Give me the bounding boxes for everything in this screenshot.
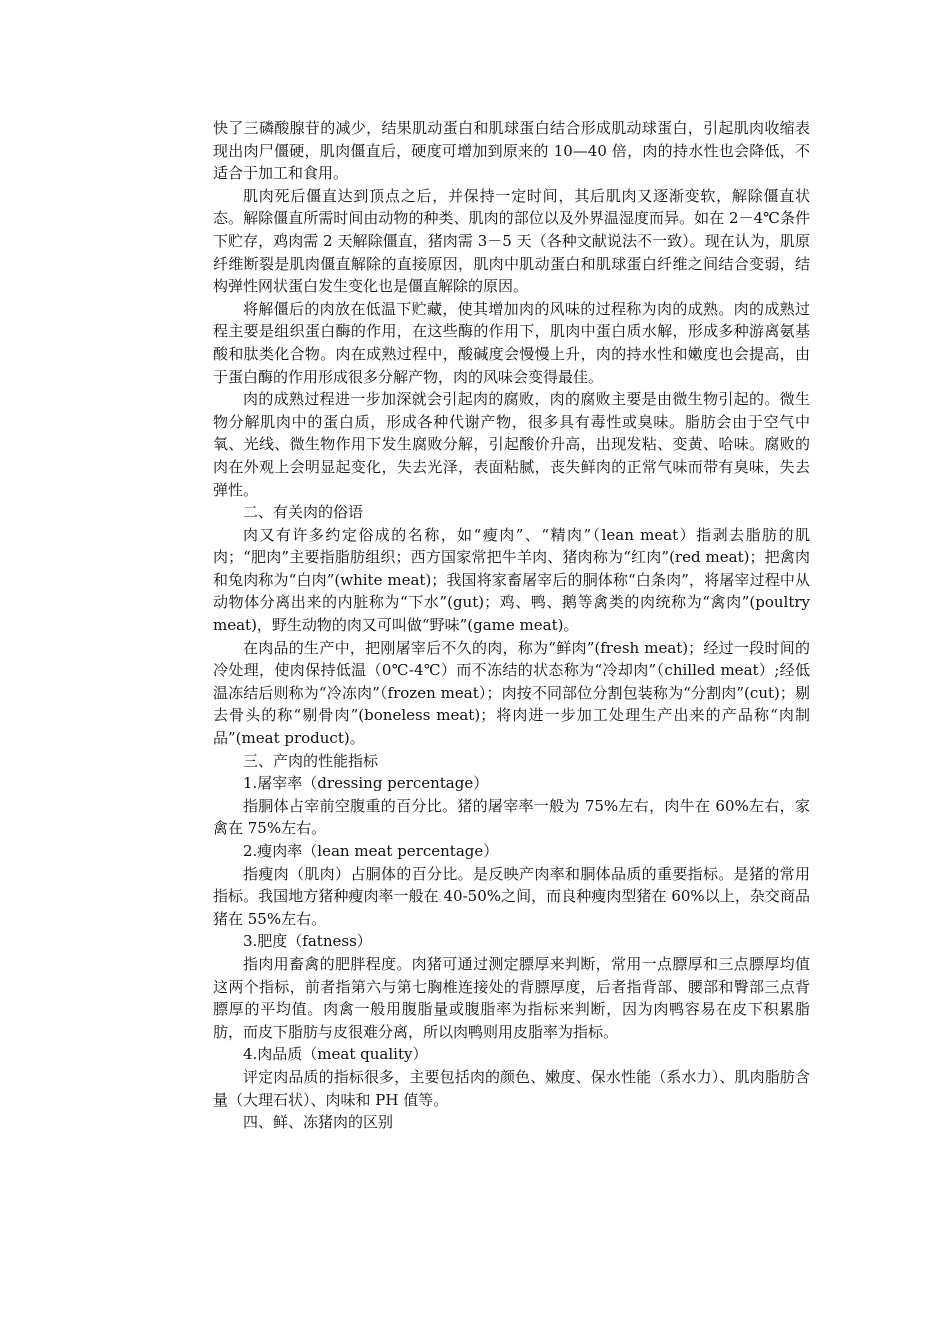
paragraph-meat-terms: 肉又有许多约定俗成的名称，如“瘦肉”、“精肉”（lean meat）指剥去脂肪的肌肉；“肥肉”主要指脂肪组织；西方国家常把牛羊肉、猪肉称为“红肉”(red meat)；把禽肉和兔肉称为“白肉”(white meat)；我国将家畜屠宰后的胴体称“白条肉”，将屠宰过程中从动物体分离出来的内脏称为“下水”(gut)；鸡、鸭、鹅等禽类的肉统称为“禽肉”(poultry meat)，野生动物的肉又可叫做“野味”(game meat)。 xyxy=(213,525,810,635)
section-heading-meat-terms: 二、有关肉的俗语 xyxy=(243,503,364,522)
paragraph-dressing-percentage: 指胴体占宰前空腹重的百分比。猪的屠宰率一般为 75%左右，肉牛在 60%左右，家禽在 75%左右。 xyxy=(213,796,810,838)
section-heading-performance-indicators: 三、产肉的性能指标 xyxy=(243,751,379,770)
paragraph-fatness: 指肉用畜禽的肥胖程度。肉猪可通过测定膘厚来判断，常用一点膘厚和三点膘厚均值这两个指标，前者指第六与第七胸椎连接处的背膘厚度，后者指背部、腰部和臀部三点背膘厚的平均值。肉禽一般用腹脂量或腹脂率为指标来判断，因为肉鸭容易在皮下积累脂肪，而皮下脂肪与皮很难分离，所以肉鸭则用皮脂率为指标。 xyxy=(213,954,810,1041)
document-page xyxy=(213,117,810,1134)
paragraph-lean-meat-percentage: 指瘦肉（肌肉）占胴体的百分比。是反映产肉率和胴体品质的重要指标。是猪的常用指标。我国地方猪种瘦肉率一般在 40-50%之间，而良种瘦肉型猪在 60%以上，杂交商品猪在 55%左右。 xyxy=(213,864,810,928)
paragraph-rigor-continuation: 快了三磷酸腺苷的减少，结果肌动蛋白和肌球蛋白结合形成肌动球蛋白，引起肌肉收缩表现出肉尸僵硬，肌肉僵直后，硬度可增加到原来的 10—40 倍，肉的持水性也会降低，不适合于加工和食用。 xyxy=(213,119,810,183)
paragraph-meat-quality: 评定肉品质的指标很多，主要包括肉的颜色、嫩度、保水性能（系水力）、肌肉脂肪含量（大理石状）、肉味和 PH 值等。 xyxy=(213,1067,810,1109)
section-heading-fresh-frozen-pork: 四、鲜、冻猪肉的区别 xyxy=(243,1113,394,1132)
subheading-lean-meat-percentage: 2.瘦肉率（lean meat percentage） xyxy=(243,842,499,860)
paragraph-meat-aging: 将解僵后的肉放在低温下贮藏，使其增加肉的风味的过程称为肉的成熟。肉的成熟过程主要是组织蛋白酶的作用，在这些酶的作用下，肌肉中蛋白质水解，形成多种游离氨基酸和肽类化合物。肉在成熟过程中，酸碱度会慢慢上升，肉的持水性和嫩度也会提高，由于蛋白酶的作用形成很多分解产物，肉的风味会变得最佳。 xyxy=(213,299,810,386)
subheading-dressing-percentage: 1.屠宰率（dressing percentage） xyxy=(243,774,489,793)
paragraph-rigor-resolution: 肌肉死后僵直达到顶点之后，并保持一定时间，其后肌肉又逐渐变软，解除僵直状态。解除僵直所需时间由动物的种类、肌肉的部位以及外界温湿度而异。如在 2－4℃条件下贮存，鸡肉需 2 天解除僵直，猪肉需 3－5 天（各种文献说法不一致）。现在认为，肌原纤维断裂是肌肉僵直解除的直接原因，肌肉中肌动蛋白和肌球蛋白纤维之间结合变弱，结构弹性网状蛋白发生变化也是僵直解除的原因。 xyxy=(213,186,810,296)
paragraph-production-terms: 在肉品的生产中，把刚屠宰后不久的肉，称为“鲜肉”(fresh meat)；经过一段时间的冷处理，使肉保持低温（0℃-4℃）而不冻结的状态称为“冷却肉”（chilled meat）;经低温冻结后则称为“冷冻肉”（frozen meat）；肉按不同部位分割包装称为“分割肉”(cut)；剔去骨头的称“剔骨肉”(boneless meat)；将肉进一步加工处理生产出来的产品称“肉制品”(meat product)。 xyxy=(213,638,810,748)
subheading-meat-quality: 4.肉品质（meat quality） xyxy=(243,1045,428,1064)
paragraph-meat-spoilage: 肉的成熟过程进一步加深就会引起肉的腐败，肉的腐败主要是由微生物引起的。微生物分解肌肉中的蛋白质，形成各种代谢产物，很多具有毒性或臭味。脂肪会由于空气中氧、光线、微生物作用下发生腐败分解，引起酸价升高，出现发粘、变黄、哈味。腐败的肉在外观上会明显起变化，失去光泽，表面粘腻，丧失鲜肉的正常气味而带有臭味，失去弹性。 xyxy=(213,390,810,499)
subheading-fatness: 3.肥度（fatness） xyxy=(243,932,372,951)
